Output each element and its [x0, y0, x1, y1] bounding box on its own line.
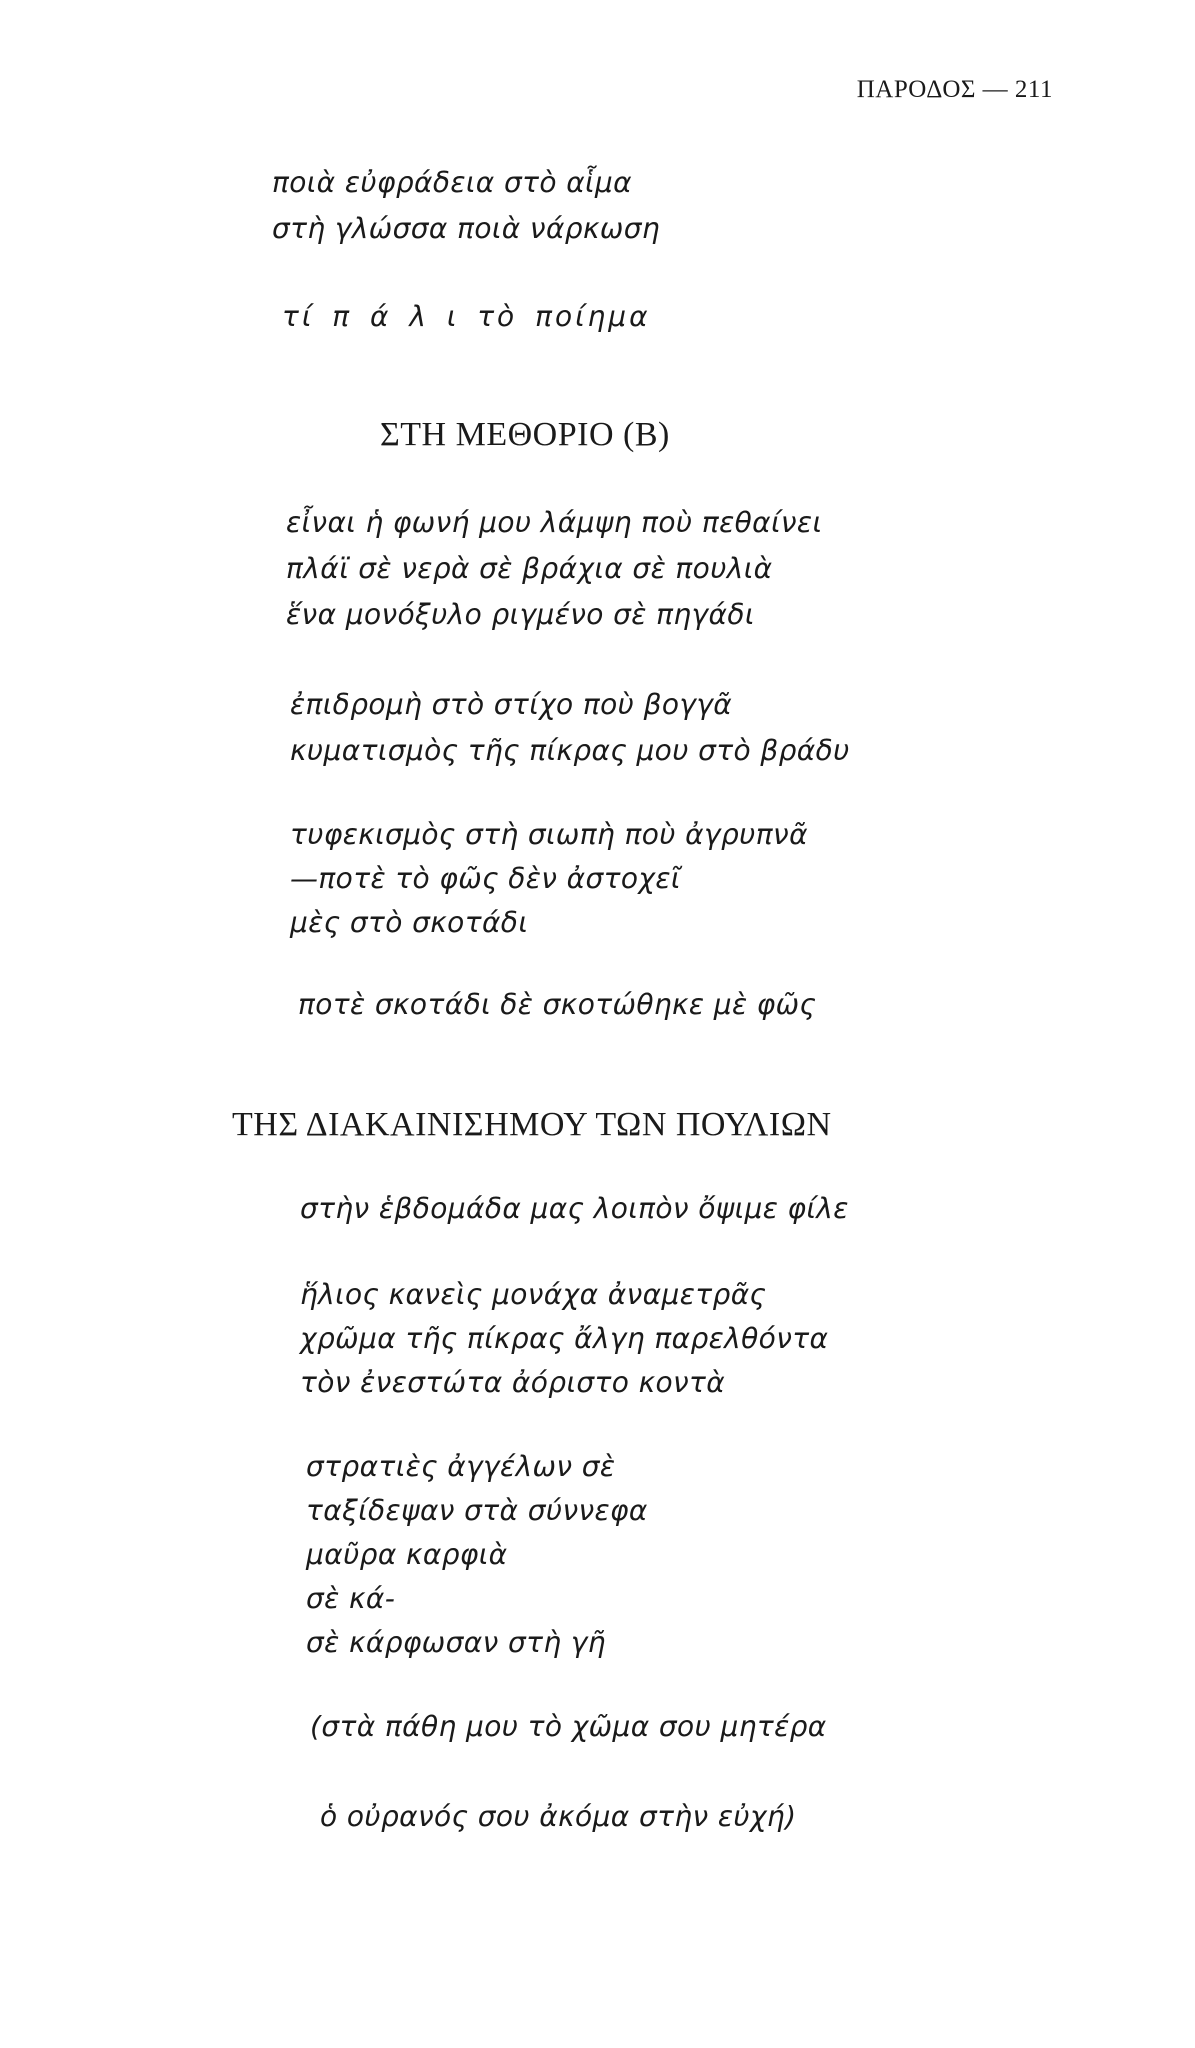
verse-line: κυματισμὸς τῆς πίκρας μου στὸ βράδυ: [290, 734, 850, 767]
verse-line: τί π ά λ ι τὸ ποίημα: [282, 300, 651, 333]
poem-title: ΤΗΣ ΔΙΑΚΑΙΝΙΣΗΜΟΥ ΤΩΝ ΠΟΥΛΙΩΝ: [232, 1106, 832, 1143]
verse-line: τυφεκισμὸς στὴ σιωπὴ ποὺ ἀγρυπνᾶ: [290, 818, 808, 851]
verse-line: ταξίδεψαν στὰ σύννεφα: [306, 1494, 648, 1527]
verse-line: μαῦρα καρφιὰ: [306, 1538, 508, 1571]
verse-line: ἕνα μονόξυλο ριγμένο σὲ πηγάδι: [286, 598, 755, 631]
verse-line: στὴ γλώσσα ποιὰ νάρκωση: [272, 212, 661, 245]
verse-line: ἐπιδρομὴ στὸ στίχο ποὺ βογγᾶ: [290, 688, 733, 721]
verse-line: μὲς στὸ σκοτάδι: [290, 906, 529, 939]
verse-line: (στὰ πάθη μου τὸ χῶμα σου μητέρα: [310, 1710, 827, 1743]
verse-line: —ποτὲ τὸ φῶς δὲν ἀστοχεῖ: [290, 862, 681, 895]
verse-line: σὲ κά-: [306, 1582, 396, 1615]
verse-line: ἥλιος κανεὶς μονάχα ἀναμετρᾶς: [300, 1278, 767, 1311]
verse-line: εἶναι ἡ φωνή μου λάμψη ποὺ πεθαίνει: [286, 506, 823, 539]
verse-line: πλάϊ σὲ νερὰ σὲ βράχια σὲ πουλιὰ: [286, 552, 773, 585]
verse-line: ποιὰ εὐφράδεια στὸ αἷμα: [272, 166, 632, 199]
verse-line: στρατιὲς ἀγγέλων σὲ: [306, 1450, 616, 1483]
verse-line: σὲ κάρφωσαν στὴ γῆ: [306, 1626, 606, 1659]
verse-line: τὸν ἐνεστώτα ἀόριστο κοντὰ: [300, 1366, 726, 1399]
verse-line: χρῶμα τῆς πίκρας ἄλγη παρελθόντα: [300, 1322, 829, 1355]
verse-line: στὴν ἑβδομάδα μας λοιπὸν ὄψιμε φίλε: [300, 1192, 849, 1225]
verse-line: ποτὲ σκοτάδι δὲ σκοτώθηκε μὲ φῶς: [298, 988, 817, 1021]
poem-title: ΣΤΗ ΜΕΘΟΡΙΟ (Β): [380, 416, 670, 453]
verse-line: ὁ οὐρανός σου ἀκόμα στὴν εὐχή): [320, 1800, 797, 1833]
running-head: ΠΑΡΟΔΟΣ — 211: [856, 76, 1053, 103]
